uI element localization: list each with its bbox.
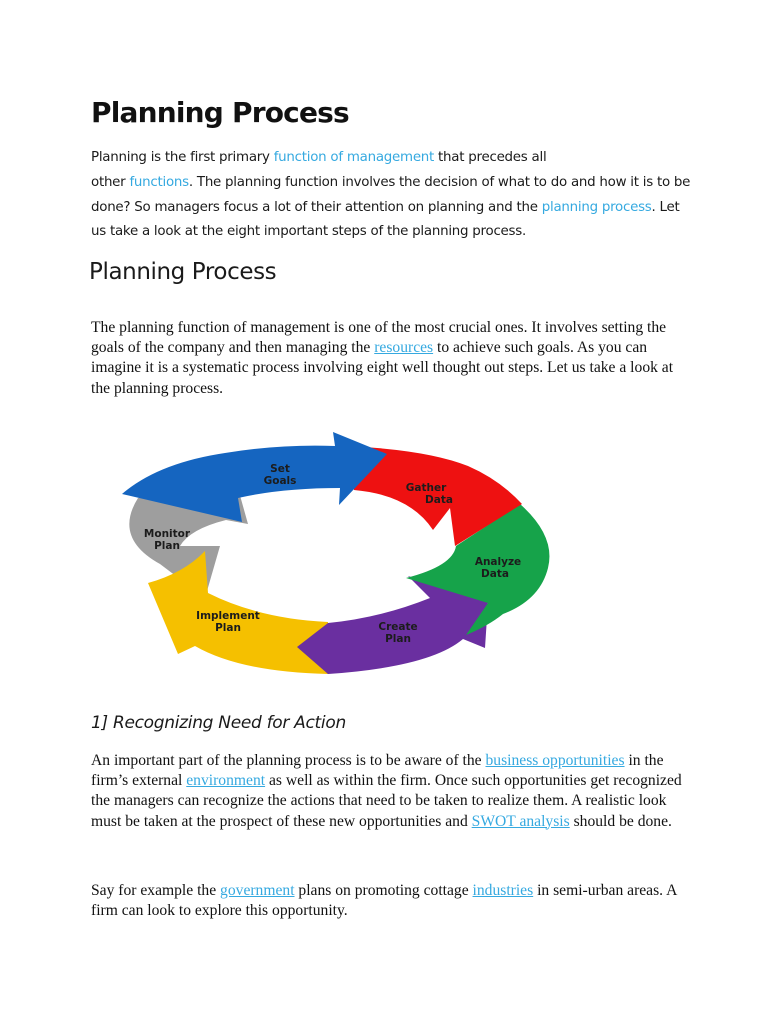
create-plan-label-1: Create — [378, 621, 418, 633]
para1-text-2: to achieve such goals. As you can imagine it is a systematic process involving eight well thought out steps. Let us take a look at the planning process. — [91, 339, 674, 397]
step-1-heading: 1] Recognizing Need for Action — [91, 713, 346, 733]
swot-analysis-link[interactable]: SWOT analysis — [471, 812, 570, 830]
para3-text-1: Say for example the — [91, 882, 221, 899]
intro-text-1: Planning is the first primary — [91, 150, 274, 165]
gather-data-label-2: Data — [425, 494, 453, 506]
page-title: Planning Process — [91, 96, 349, 129]
implement-plan-label-1: Implement — [196, 610, 260, 622]
para2-text-4: should be done. — [569, 812, 672, 830]
intro-text-5: . Let us take a look at the eight important steps of the planning process. — [91, 199, 680, 240]
intro-paragraph — [91, 146, 691, 245]
analyze-data-label-1: Analyze — [474, 556, 522, 568]
resources-link[interactable]: resources — [374, 339, 434, 357]
intro-text-3: other — [91, 174, 130, 190]
para2-text-1: An important part of the planning process is to be aware of the — [91, 752, 486, 769]
planning-cycle-diagram — [110, 428, 560, 688]
planning-function-paragraph — [91, 318, 691, 399]
para2-text-3: as well as within the firm. Once such opportunities get recognized the managers can recognize the actions that need to be taken to realize them. A realistic look must be taken at the prospect of these new opportunities and — [91, 772, 682, 830]
business-opportunities-link[interactable]: business opportunities — [485, 752, 625, 769]
government-link[interactable]: government — [220, 882, 295, 899]
recognizing-need-paragraph — [91, 751, 691, 832]
intro-text-2: that precedes all — [434, 150, 547, 165]
industries-link[interactable]: industries — [472, 882, 534, 899]
para3-text-3: in semi-urban areas. A firm can look to explore this opportunity. — [91, 882, 677, 920]
create-plan-label-2: Plan — [385, 633, 411, 645]
section-heading: Planning Process — [89, 259, 277, 285]
function-of-management-link[interactable]: function of management — [273, 150, 435, 165]
set-goals-label-2: Goals — [263, 475, 297, 487]
analyze-data-label-2: Data — [481, 568, 509, 580]
example-paragraph — [91, 881, 691, 921]
implement-plan-label-2: Plan — [215, 622, 241, 634]
monitor-plan-label-1: Monitor — [143, 528, 191, 540]
set-goals-label-1: Set — [270, 463, 290, 475]
para3-text-2: plans on promoting cottage — [294, 882, 473, 899]
planning-process-link[interactable]: planning process — [541, 199, 652, 215]
para1-text-1: The planning function of management is one of the most crucial ones. It involves setting the goals of the company and then managing the — [91, 319, 667, 357]
environment-link[interactable]: environment — [186, 772, 266, 790]
functions-link[interactable]: functions — [129, 174, 189, 190]
para2-text-2: in the firm’s external — [91, 752, 664, 790]
intro-text-4: . The planning function involves the decision of what to do and how it is to be done? So managers focus a lot of their attention on planning and the — [91, 174, 691, 215]
monitor-plan-label-2: Plan — [154, 540, 180, 552]
gather-data-label-1: Gather — [405, 482, 447, 494]
